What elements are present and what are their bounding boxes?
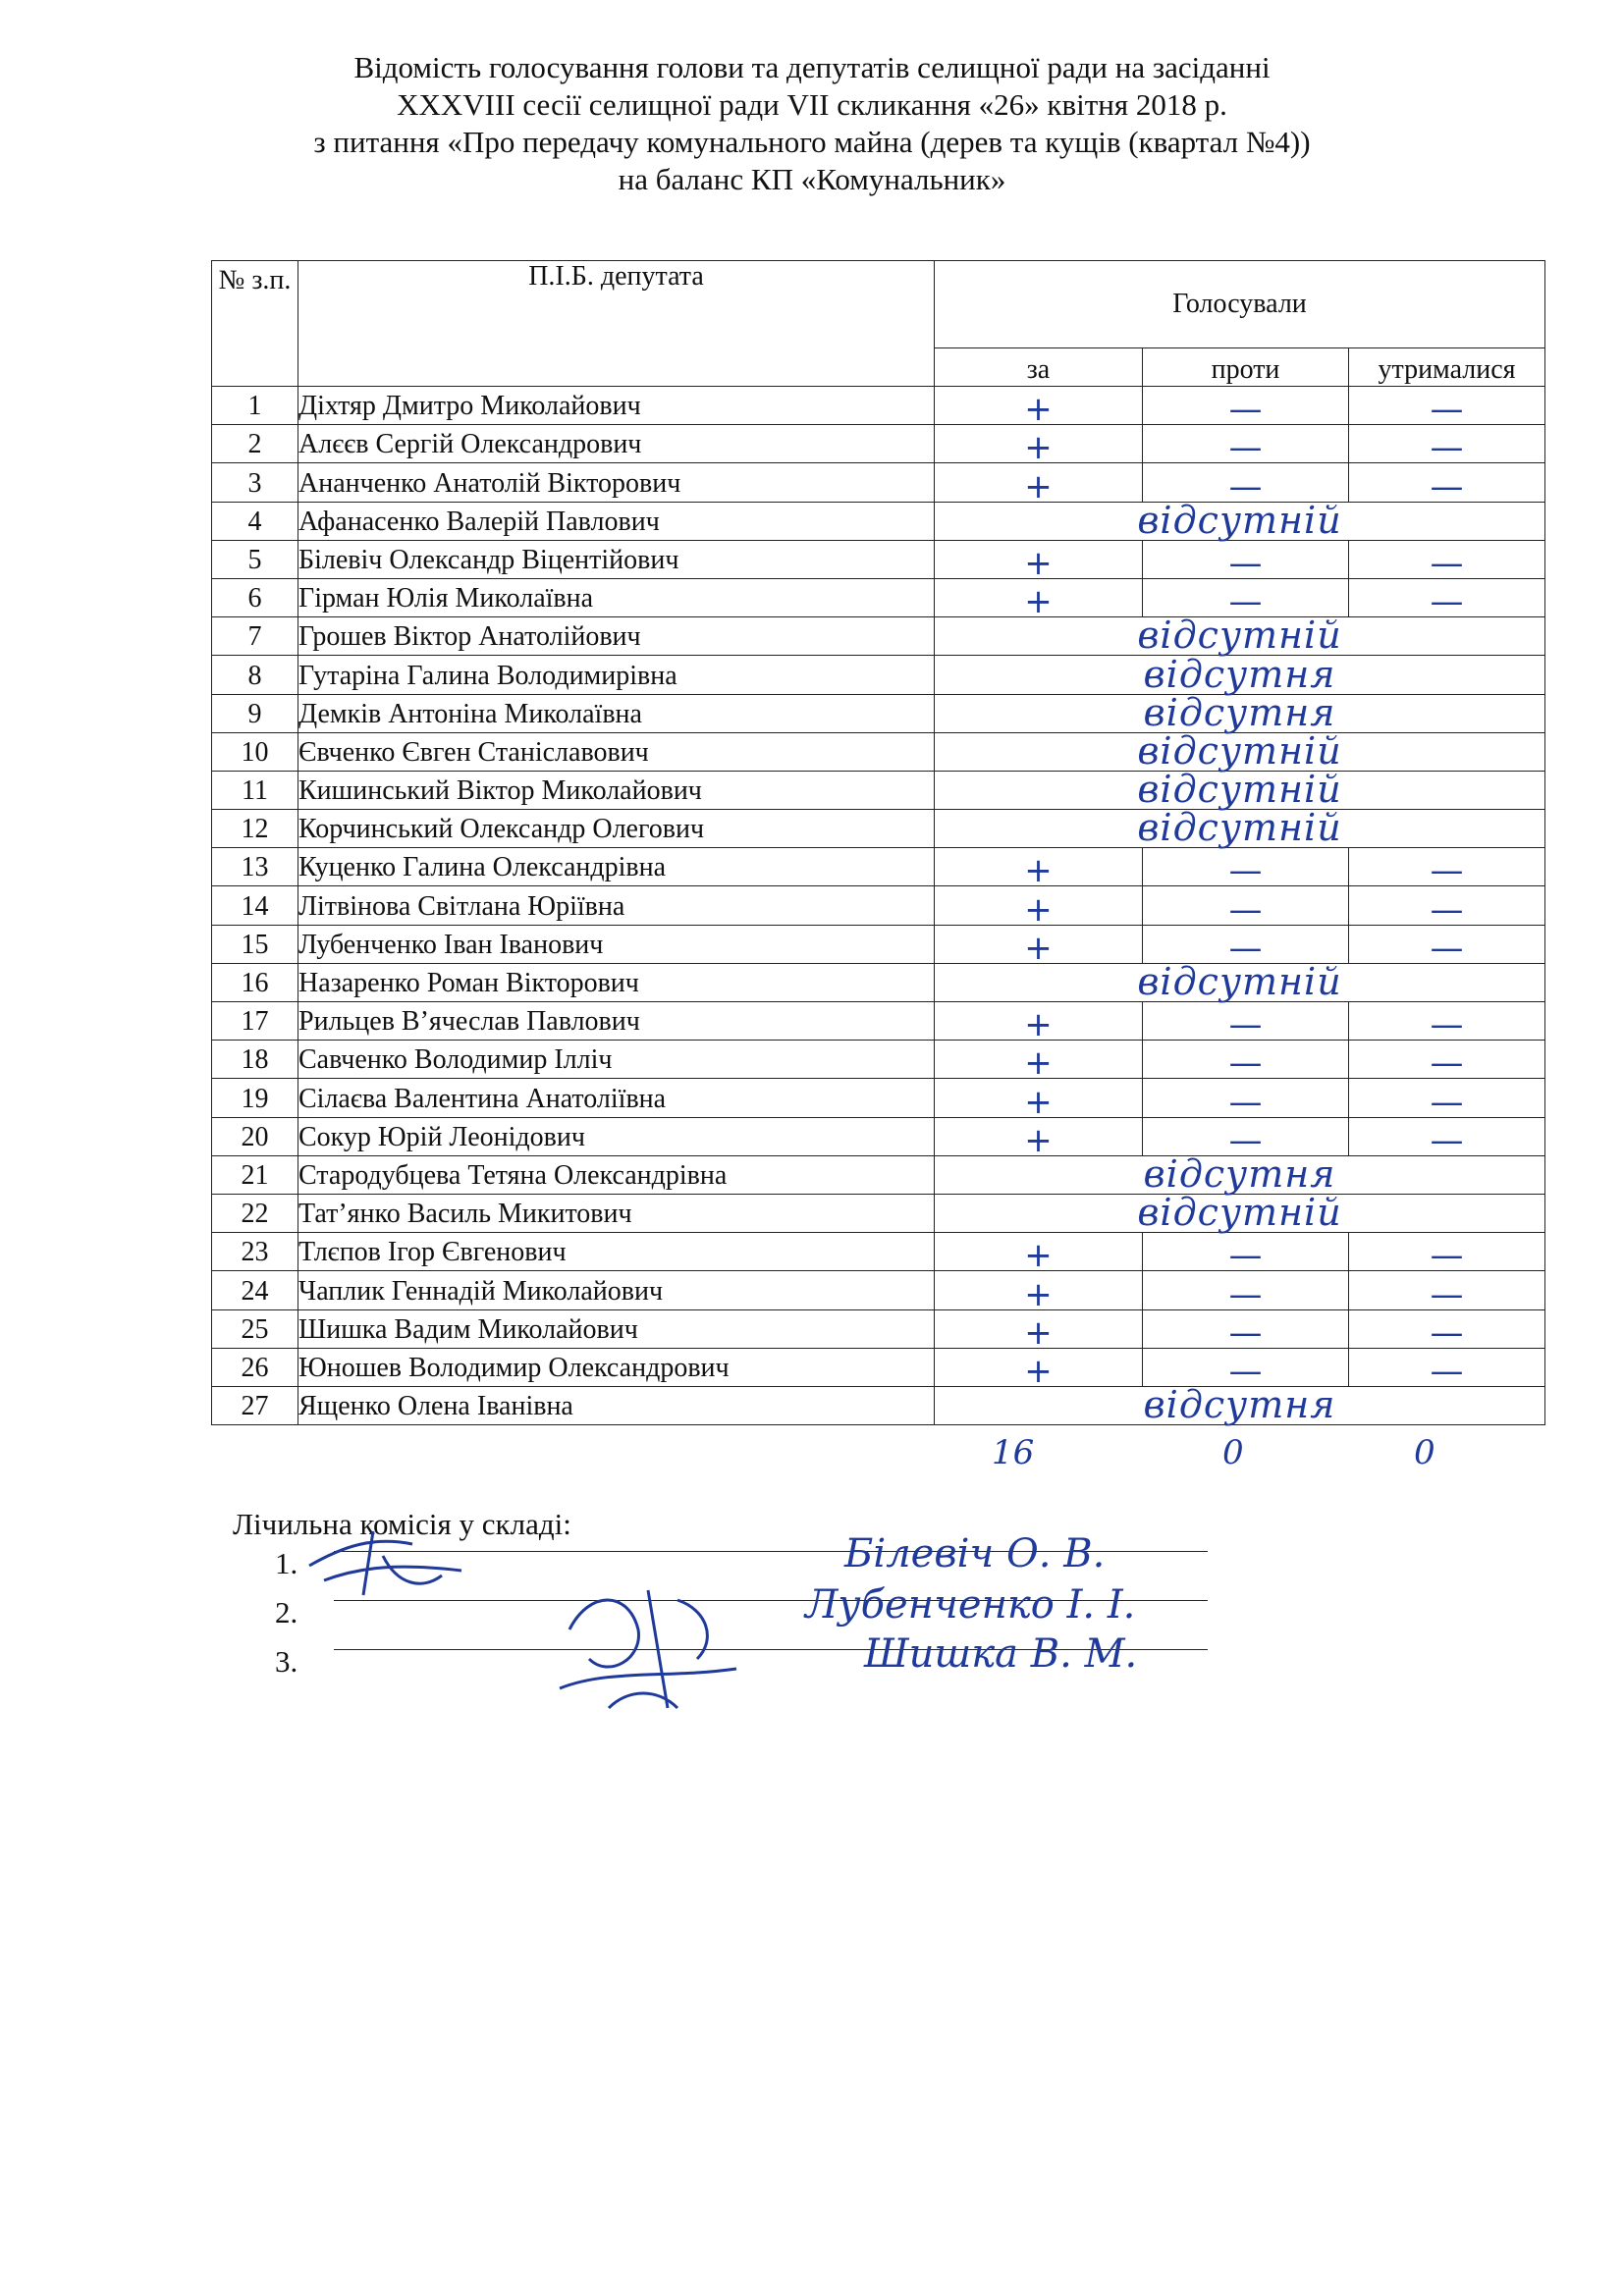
- absent-note: відсутній: [1137, 768, 1342, 812]
- table-row: [212, 1309, 1545, 1348]
- row-number: 1: [212, 387, 298, 425]
- table-row: [212, 1233, 1545, 1271]
- vote-for-mark: +: [935, 1041, 1143, 1079]
- absent-cell: [935, 690, 1545, 734]
- vote-for-mark: +: [935, 387, 1143, 425]
- row-number: 11: [212, 771, 298, 809]
- row-number: 22: [212, 1194, 298, 1232]
- table-row: [212, 732, 1545, 771]
- row-number: 8: [212, 656, 298, 694]
- member-name: Лубенченко І. І.: [805, 1582, 1136, 1628]
- table-row: [212, 425, 1545, 463]
- table-row: [212, 656, 1545, 694]
- absent-note: відсутній: [1137, 1191, 1342, 1235]
- commission-member-2: [275, 1595, 298, 1630]
- deputy-name: Грошев Віктор Анатолійович: [298, 617, 935, 656]
- document-title: [0, 49, 1624, 198]
- header-name: П.І.Б. депутата: [298, 261, 935, 387]
- vote-for-mark: +: [935, 1002, 1143, 1041]
- vote-against-mark: —: [1143, 1002, 1349, 1041]
- header-voted: Голосували: [935, 261, 1545, 348]
- member-name: Шишка В. М.: [864, 1631, 1138, 1677]
- row-number: 24: [212, 1271, 298, 1309]
- vote-abstained-mark: —: [1349, 925, 1545, 963]
- vote-abstained-mark: —: [1349, 886, 1545, 925]
- vote-against-mark: —: [1143, 1079, 1349, 1117]
- vote-for-mark: +: [935, 1271, 1143, 1309]
- vote-abstained-mark: —: [1349, 1117, 1545, 1155]
- absent-cell: [935, 1383, 1545, 1427]
- absent-cell: [935, 1151, 1545, 1196]
- commission-member-1: [275, 1546, 298, 1581]
- vote-abstained-mark: —: [1349, 1041, 1545, 1079]
- vote-against-mark: —: [1143, 1309, 1349, 1348]
- row-number: 5: [212, 540, 298, 578]
- table-row: [212, 1002, 1545, 1041]
- member-index: 2.: [275, 1595, 298, 1629]
- table-row: [212, 771, 1545, 809]
- row-number: 3: [212, 463, 298, 502]
- table-row: [212, 1117, 1545, 1155]
- row-number: 21: [212, 1155, 298, 1194]
- vote-abstained-mark: —: [1349, 1348, 1545, 1386]
- vote-against-mark: —: [1143, 1348, 1349, 1386]
- absent-cell: [935, 498, 1545, 542]
- title-line-1: Відомість голосування голови та депутатів селищної ради на засіданні: [353, 50, 1271, 84]
- deputy-name: Білевіч Олександр Віцентійович: [298, 540, 935, 578]
- deputy-name: Тлєпов Ігор Євгенович: [298, 1233, 935, 1271]
- member-index: 3.: [275, 1644, 298, 1679]
- table-row: [212, 1155, 1545, 1194]
- deputy-name: Савченко Володимир Ілліч: [298, 1041, 935, 1079]
- table-row: [212, 848, 1545, 886]
- table-row: [212, 810, 1545, 848]
- vote-for-mark: +: [935, 1348, 1143, 1386]
- table-row: [212, 694, 1545, 732]
- deputy-name: Ященко Олена Іванівна: [298, 1386, 935, 1424]
- table-body: [212, 387, 1545, 1425]
- vote-totals: [0, 1433, 1624, 1472]
- row-number: 10: [212, 732, 298, 771]
- row-number: 16: [212, 963, 298, 1001]
- vote-against-mark: —: [1143, 1117, 1349, 1155]
- absent-cell: [935, 614, 1545, 658]
- vote-against-mark: —: [1143, 886, 1349, 925]
- table-row: [212, 578, 1545, 616]
- row-number: 20: [212, 1117, 298, 1155]
- table-row: [212, 502, 1545, 540]
- deputy-name: Назаренко Роман Вікторович: [298, 963, 935, 1001]
- row-number: 23: [212, 1233, 298, 1271]
- signature-scribble-2: [550, 1571, 746, 1718]
- vote-abstained-mark: —: [1349, 848, 1545, 886]
- commission-heading: Лічильна комісія у складі:: [233, 1507, 571, 1541]
- table-row: [212, 1041, 1545, 1079]
- row-number: 7: [212, 617, 298, 656]
- table-row: [212, 1348, 1545, 1386]
- vote-abstained-mark: —: [1349, 387, 1545, 425]
- row-number: 17: [212, 1002, 298, 1041]
- row-number: 9: [212, 694, 298, 732]
- deputy-name: Лубенченко Іван Іванович: [298, 925, 935, 963]
- deputy-name: Гутаріна Галина Володимирівна: [298, 656, 935, 694]
- vote-for-mark: +: [935, 1233, 1143, 1271]
- vote-against-mark: —: [1143, 387, 1349, 425]
- deputy-name: Чаплик Геннадій Миколайович: [298, 1271, 935, 1309]
- deputy-name: Сокур Юрій Леонідович: [298, 1117, 935, 1155]
- vote-abstained-mark: —: [1349, 1309, 1545, 1348]
- row-number: 14: [212, 886, 298, 925]
- deputy-name: Корчинський Олександр Олегович: [298, 810, 935, 848]
- row-number: 12: [212, 810, 298, 848]
- table-row: [212, 1194, 1545, 1232]
- vote-against-mark: —: [1143, 540, 1349, 578]
- vote-for-mark: +: [935, 848, 1143, 886]
- absent-cell: [935, 806, 1545, 850]
- row-number: 18: [212, 1041, 298, 1079]
- vote-for-mark: +: [935, 1117, 1143, 1155]
- deputy-name: Сілаєва Валентина Анатоліївна: [298, 1079, 935, 1117]
- deputy-name: Діхтяр Дмитро Миколайович: [298, 387, 935, 425]
- table-row: [212, 463, 1545, 502]
- vote-for-mark: +: [935, 578, 1143, 616]
- table-row: [212, 963, 1545, 1001]
- vote-abstained-mark: —: [1349, 463, 1545, 502]
- vote-against-mark: —: [1143, 1041, 1349, 1079]
- row-number: 25: [212, 1309, 298, 1348]
- vote-for-mark: +: [935, 925, 1143, 963]
- absent-note: відсутній: [1137, 498, 1342, 542]
- vote-abstained-mark: —: [1349, 1271, 1545, 1309]
- row-number: 2: [212, 425, 298, 463]
- total-against: 0: [1222, 1433, 1244, 1472]
- deputy-name: Ананченко Анатолій Вікторович: [298, 463, 935, 502]
- absent-cell: [935, 728, 1545, 773]
- vote-against-mark: —: [1143, 925, 1349, 963]
- vote-for-mark: +: [935, 425, 1143, 463]
- absent-cell: [935, 1191, 1545, 1235]
- table-row: [212, 387, 1545, 425]
- vote-abstained-mark: —: [1349, 425, 1545, 463]
- vote-against-mark: —: [1143, 578, 1349, 616]
- signature-scribble-1: [304, 1526, 471, 1605]
- vote-against-mark: —: [1143, 1271, 1349, 1309]
- header-for: за: [935, 348, 1143, 387]
- row-number: 26: [212, 1348, 298, 1386]
- table-row: [212, 925, 1545, 963]
- table-row: [212, 617, 1545, 656]
- table-row: [212, 1271, 1545, 1309]
- member-name: Білевіч О. В.: [844, 1531, 1106, 1576]
- title-line-4: на баланс КП «Комунальник»: [618, 162, 1006, 196]
- absent-note: відсутня: [1143, 652, 1336, 696]
- title-line-2: XXXVIII сесії селищної ради VII скликання «26» квітня 2018 р.: [397, 87, 1227, 122]
- title-line-3: з питання «Про передачу комунального майна (дерев та кущів (квартал №4)): [313, 125, 1311, 159]
- deputy-name: Стародубцева Тетяна Олександрівна: [298, 1155, 935, 1194]
- absent-note: відсутня: [1143, 1383, 1336, 1427]
- commission-member-3: [275, 1644, 298, 1680]
- deputy-name: Рильцев В’ячеслав Павлович: [298, 1002, 935, 1041]
- vote-for-mark: +: [935, 1309, 1143, 1348]
- vote-abstained-mark: —: [1349, 540, 1545, 578]
- absent-note: відсутня: [1143, 690, 1336, 734]
- row-number: 4: [212, 502, 298, 540]
- vote-for-mark: +: [935, 1079, 1143, 1117]
- table-row: [212, 886, 1545, 925]
- header-number: № з.п.: [212, 261, 298, 387]
- row-number: 19: [212, 1079, 298, 1117]
- deputy-name: Алєєв Сергій Олександрович: [298, 425, 935, 463]
- member-index: 1.: [275, 1546, 298, 1580]
- absent-note: відсутній: [1137, 806, 1342, 850]
- vote-for-mark: +: [935, 540, 1143, 578]
- vote-against-mark: —: [1143, 425, 1349, 463]
- deputy-name: Юношев Володимир Олександрович: [298, 1348, 935, 1386]
- absent-note: відсутня: [1143, 1151, 1336, 1196]
- deputy-name: Афанасенко Валерій Павлович: [298, 502, 935, 540]
- vote-against-mark: —: [1143, 848, 1349, 886]
- row-number: 15: [212, 925, 298, 963]
- deputy-name: Кишинський Віктор Миколайович: [298, 771, 935, 809]
- row-number: 6: [212, 578, 298, 616]
- header-against: проти: [1143, 348, 1349, 387]
- deputy-name: Куценко Галина Олександрівна: [298, 848, 935, 886]
- total-abstained: 0: [1414, 1433, 1435, 1472]
- table-row: [212, 1079, 1545, 1117]
- vote-abstained-mark: —: [1349, 1002, 1545, 1041]
- absent-cell: [935, 652, 1545, 696]
- absent-note: відсутній: [1137, 960, 1342, 1003]
- absent-note: відсутній: [1137, 728, 1342, 773]
- deputy-name: Тат’янко Василь Микитович: [298, 1194, 935, 1232]
- row-number: 13: [212, 848, 298, 886]
- absent-note: відсутній: [1137, 614, 1342, 658]
- vote-for-mark: +: [935, 463, 1143, 502]
- total-for: 16: [992, 1433, 1035, 1472]
- absent-cell: [935, 768, 1545, 812]
- vote-abstained-mark: —: [1349, 1233, 1545, 1271]
- table-row: [212, 540, 1545, 578]
- vote-for-mark: +: [935, 886, 1143, 925]
- voting-table: [211, 260, 1545, 1425]
- row-number: 27: [212, 1386, 298, 1424]
- deputy-name: Євченко Євген Станіславович: [298, 732, 935, 771]
- header-abstained: утрималися: [1349, 348, 1545, 387]
- vote-abstained-mark: —: [1349, 578, 1545, 616]
- deputy-name: Демків Антоніна Миколаївна: [298, 694, 935, 732]
- deputy-name: Літвінова Світлана Юріївна: [298, 886, 935, 925]
- vote-against-mark: —: [1143, 463, 1349, 502]
- table-row: [212, 1386, 1545, 1424]
- vote-against-mark: —: [1143, 1233, 1349, 1271]
- deputy-name: Гірман Юлія Миколаївна: [298, 578, 935, 616]
- vote-abstained-mark: —: [1349, 1079, 1545, 1117]
- deputy-name: Шишка Вадим Миколайович: [298, 1309, 935, 1348]
- absent-cell: [935, 960, 1545, 1003]
